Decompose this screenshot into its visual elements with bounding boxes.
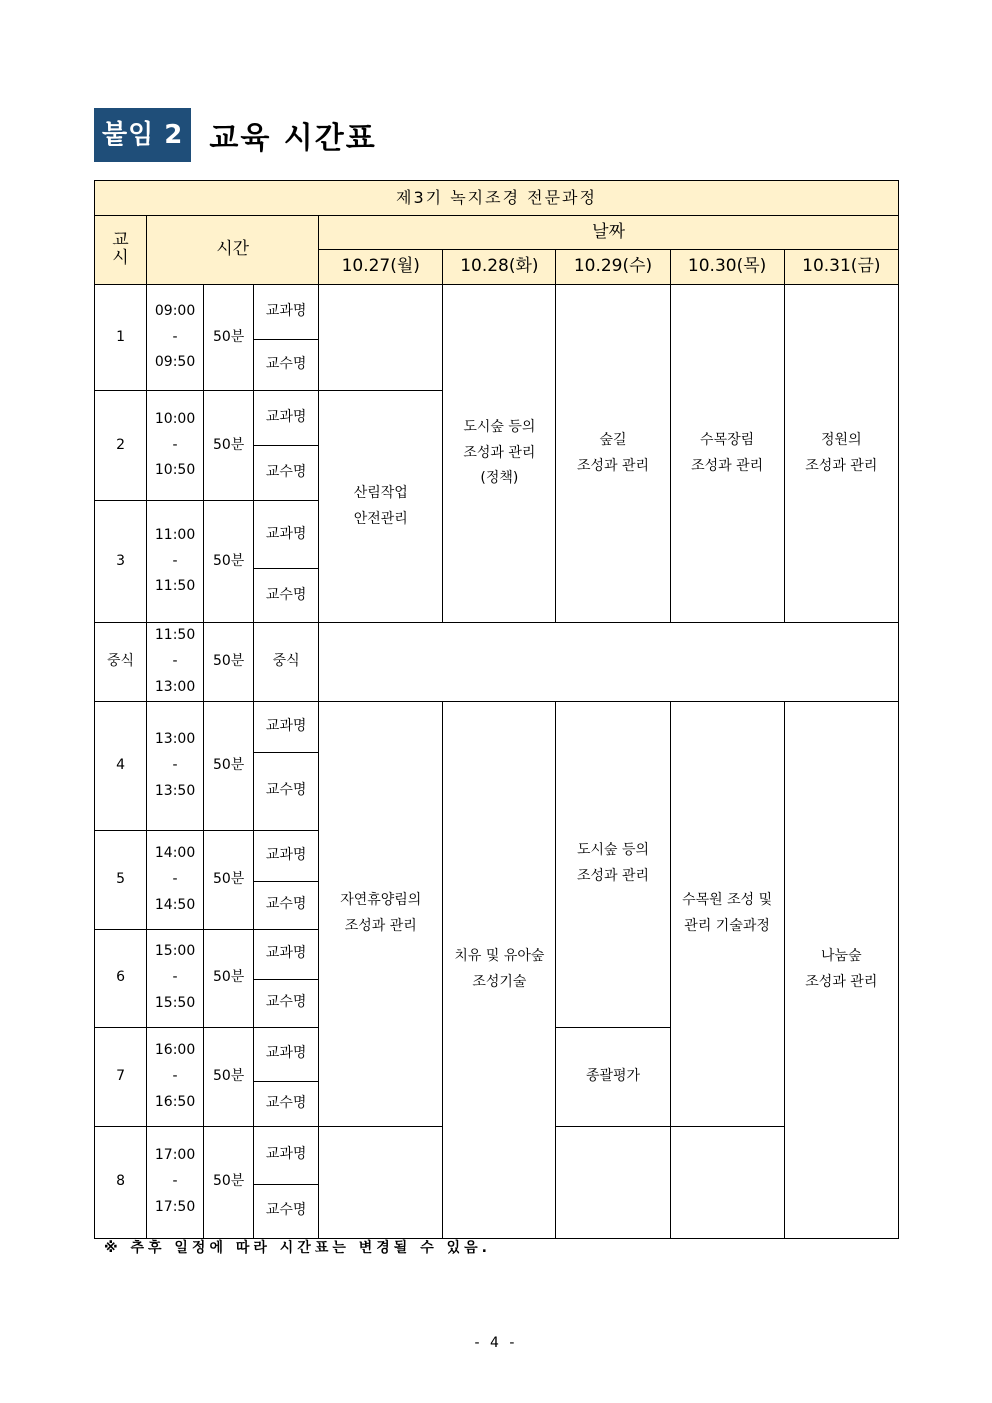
course-cell: 수목원 조성 및 관리 기술과정 [670,701,784,1126]
period-time: 09:00 - 09:50 [147,285,204,391]
page-number: - 4 - [474,1335,518,1351]
empty-cell [556,1126,670,1238]
instructor-label: 교수명 [254,1184,319,1238]
subject-label: 교과명 [254,929,319,979]
course-cell: 자연휴양림의 조성과 관리 [319,701,443,1126]
period-time: 16:00 - 16:50 [147,1027,204,1126]
empty-cell [319,1126,443,1238]
schedule-table [94,180,899,1239]
lunch-content: 중식 [254,623,319,702]
date-mon: 10.27(월) [319,250,443,285]
instructor-label: 교수명 [254,1081,319,1126]
page-title: 교육 시간표 [209,121,377,156]
date-wed: 10.29(수) [556,250,670,285]
lunch-duration: 50분 [204,623,254,702]
date-thu: 10.30(목) [670,250,784,285]
date-header: 날짜 [319,216,899,250]
course-cell: 도시숲 등의 조성과 관리 [556,701,670,1027]
period-duration: 50분 [204,830,254,929]
instructor-label: 교수명 [254,569,319,623]
period-time: 11:00 - 11:50 [147,501,204,623]
course-cell: 수목장림 조성과 관리 [670,285,784,623]
period-header: 교 시 [95,216,147,285]
period-number: 3 [95,501,147,623]
course-cell: 나눔숲 조성과 관리 [784,701,898,1238]
period-time: 14:00 - 14:50 [147,830,204,929]
course-cell: 산림작업 안전관리 [319,391,443,623]
course-cell: 종괄평가 [556,1027,670,1126]
empty-cell [319,285,443,391]
period-number: 8 [95,1126,147,1238]
subject-label: 교과명 [254,1027,319,1081]
period-time: 15:00 - 15:50 [147,929,204,1027]
course-cell: 숲길 조성과 관리 [556,285,670,623]
period-duration: 50분 [204,1126,254,1238]
course-cell: 정원의 조성과 관리 [784,285,898,623]
subject-label: 교과명 [254,501,319,569]
subject-label: 교과명 [254,1126,319,1184]
period-number: 5 [95,830,147,929]
period-number: 6 [95,929,147,1027]
empty-cell [670,1126,784,1238]
subject-label: 교과명 [254,830,319,881]
period-duration: 50분 [204,391,254,501]
period-time: 10:00 - 10:50 [147,391,204,501]
heading [94,108,377,162]
lunch-label: 중식 [95,623,147,702]
subject-label: 교과명 [254,285,319,340]
course-cell: 치유 및 유아숲 조성기술 [443,701,556,1238]
period-duration: 50분 [204,701,254,830]
period-number: 2 [95,391,147,501]
instructor-label: 교수명 [254,446,319,501]
period-duration: 50분 [204,501,254,623]
date-tue: 10.28(화) [443,250,556,285]
period-duration: 50분 [204,929,254,1027]
instructor-label: 교수명 [254,752,319,830]
course-cell: 도시숲 등의 조성과 관리 (정책) [443,285,556,623]
instructor-label: 교수명 [254,979,319,1027]
period-time: 13:00 - 13:50 [147,701,204,830]
period-duration: 50분 [204,285,254,391]
lunch-span [319,623,899,702]
period-number: 7 [95,1027,147,1126]
course-title: 제3기 녹지조경 전문과정 [95,181,899,216]
instructor-label: 교수명 [254,881,319,929]
instructor-label: 교수명 [254,340,319,391]
lunch-time: 11:50 - 13:00 [147,623,204,702]
period-number: 4 [95,701,147,830]
schedule-note: ※ 추후 일정에 따라 시간표는 변경될 수 있음. [104,1240,491,1256]
period-time: 17:00 - 17:50 [147,1126,204,1238]
period-duration: 50분 [204,1027,254,1126]
subject-label: 교과명 [254,391,319,446]
date-fri: 10.31(금) [784,250,898,285]
time-header: 시간 [147,216,319,285]
subject-label: 교과명 [254,701,319,752]
attachment-badge: 붙임 2 [94,108,191,162]
period-number: 1 [95,285,147,391]
